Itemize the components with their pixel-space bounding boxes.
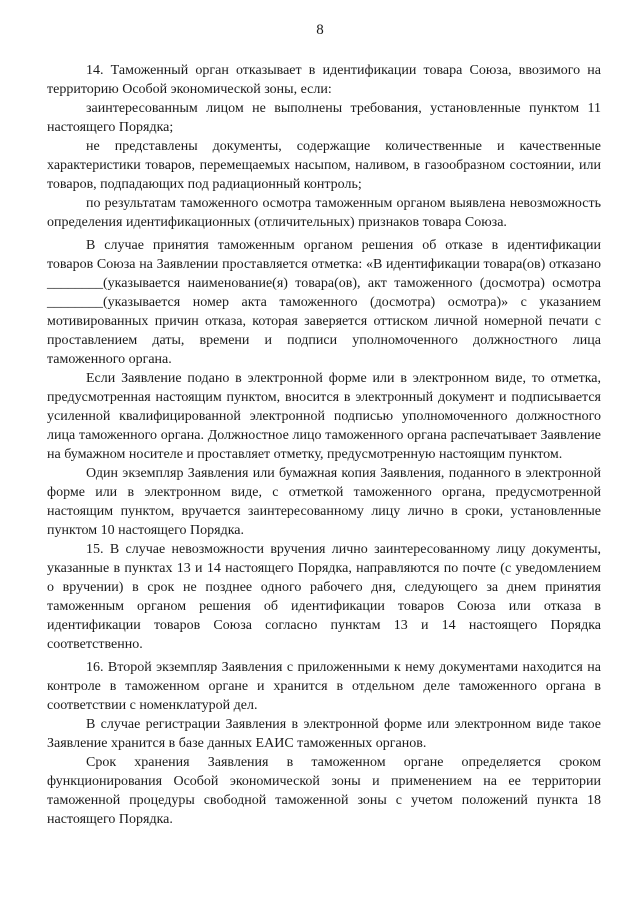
paragraph: Если Заявление подано в электронной форме или в электронном виде, то отметка, предусмотренная настоящим пунктом, вносится в электронный документ и подписывается усиленной квалифицированной электронной подписью уполномоченного должностного лица таможенного органа. Должностное лицо таможенного органа распечатывает Заявление на бумажном носителе и проставляет отметку, предусмотренную настоящим пунктом.	[47, 371, 601, 462]
page-number: 8	[316, 22, 324, 38]
document-body	[47, 61, 601, 829]
paragraph: 15. В случае невозможности вручения лично заинтересованному лицу документы, указанные в пунктах 13 и 14 настоящего Порядка, направляются по почте (с уведомлением о вручении) в срок не позднее одного рабочего дня, следующего за днем принятия таможенным органом решения об идентификации товаров Союза или отказа в идентификации товаров Союза согласно пунктам 13 и 14 настоящего Порядка соответственно.	[47, 542, 601, 652]
paragraph: не представлены документы, содержащие количественные и качественные характеристики товаров, перемещаемых насыпом, наливом, в газообразном состоянии, или товаров, подпадающих под радиационный контроль;	[47, 139, 601, 192]
paragraph: заинтересованным лицом не выполнены требования, установленные пунктом 11 настоящего Порядка;	[47, 101, 601, 135]
paragraph: В случае принятия таможенным органом решения об отказе в идентификации товаров Союза на Заявлении проставляется отметка: «В идентификации товара(ов) отказано ________(указывается наименование(я) товара(ов), акт таможенного (досмотра) осмотра ________(указывается номер акта таможенного (досмотра) осмотра)» с указанием мотивированных причин отказа, которая заверяется оттиском личной номерной печати с проставлением даты, времени и подписи уполномоченного должностного лица таможенного органа.	[47, 238, 601, 367]
paragraph: В случае регистрации Заявления в электронной форме или электронном виде такое Заявление хранится в базе данных ЕАИС таможенных органов.	[47, 717, 601, 751]
paragraph: 16. Второй экземпляр Заявления с приложенными к нему документами находится на контроле в таможенном органе и хранится в отдельном деле таможенного органа в соответствии с номенклатурой дел.	[47, 660, 601, 713]
paragraph: по результатам таможенного осмотра таможенным органом выявлена невозможность определения идентификационных (отличительных) признаков товара Союза.	[47, 196, 601, 230]
paragraph: Срок хранения Заявления в таможенном органе определяется сроком функционирования Особой экономической зоны и применением на ее территории таможенной процедуры свободной таможенной зоны с учетом положений пункта 18 настоящего Порядка.	[47, 755, 601, 827]
paragraph: Один экземпляр Заявления или бумажная копия Заявления, поданного в электронной форме или в электронном виде, с отметкой таможенного органа, предусмотренной настоящим пунктом, вручается заинтересованному лицу лично в сроки, установленные пунктом 10 настоящего Порядка.	[47, 466, 601, 538]
paragraph: 14. Таможенный орган отказывает в идентификации товара Союза, ввозимого на территорию Особой экономической зоны, если:	[47, 63, 601, 97]
